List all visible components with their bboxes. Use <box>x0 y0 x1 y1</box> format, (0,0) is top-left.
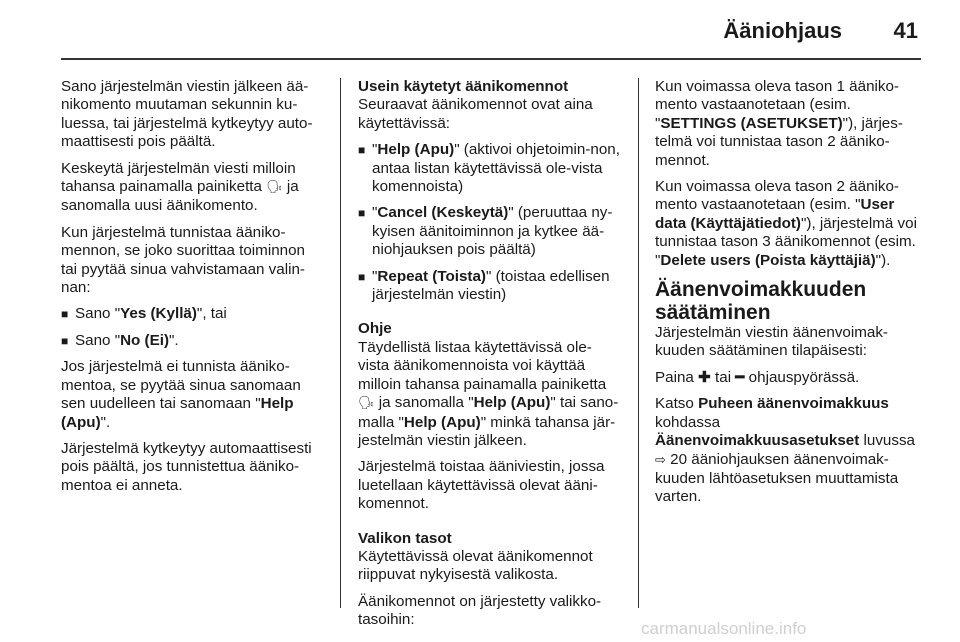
paragraph: Kun voimassa oleva tason 1 ääniko-mento vastaanotetaan (esim. "SETTINGS (ASETUKSET)"), järjes-telmä voi tunnistaa tason 2 ääniko-mennot. <box>655 78 903 169</box>
section-heading: Usein käytetyt äänikomennot <box>358 78 569 95</box>
column-divider <box>638 78 639 608</box>
header-divider <box>61 58 921 60</box>
section-heading: Valikon tasot <box>358 529 452 547</box>
column-divider <box>340 78 341 608</box>
column-2 <box>358 78 622 638</box>
bullet-icon: ■ <box>358 206 366 221</box>
column-1 <box>61 78 323 503</box>
bullet-icon: ■ <box>358 269 366 284</box>
paragraph: Sano järjestelmän viestin jälkeen ää-nikomento muutaman sekunnin ku-luessa, tai järjestelmä kytkeytyy auto-maattisesti pois päältä. <box>61 78 313 151</box>
bullet-icon: ■ <box>61 307 69 322</box>
column-3 <box>655 78 921 515</box>
paragraph: Järjestelmän viestin äänenvoimak-kuuden säätäminen tilapäisesti: <box>655 324 888 360</box>
page-reference-arrow-icon: ⇨ <box>655 452 666 468</box>
paragraph: Seuraavat äänikomennot ovat aina käytettävissä: <box>358 96 593 132</box>
paragraph: Katso Puheen äänenvoimakkuus kohdassa Äänenvoimakkuusasetukset luvussa ⇨ 20 ääniohjauksen äänenvoimak-kuuden lähtöasetuksen muuttamista varten. <box>655 395 915 506</box>
list-item: ■ "Help (Apu)" (aktivoi ohjetoimin-non, antaa listan käytettävissä ole-vista komennoista) <box>358 141 620 196</box>
page-number: 41 <box>893 18 918 43</box>
list-item: ■ "Cancel (Keskeytä)" (peruuttaa ny-kyisen äänitoiminnon ja kytkee ää-niohjauksen pois päältä) <box>358 204 613 259</box>
list-item: ■ Sano "Yes (Kyllä)", tai <box>61 305 227 323</box>
paragraph: Järjestelmä toistaa ääniviestin, jossa luetellaan käytettävissä olevat ääni-komennot. <box>358 458 605 513</box>
watermark: carmanualsonline.info <box>641 619 807 638</box>
list-item: ■ Sano "No (Ei)". <box>61 331 179 349</box>
paragraph: Käytettävissä olevat äänikomennot riippuvat nykyisestä valikosta. <box>358 547 593 584</box>
voice-control-icon: 🗣 <box>358 396 375 412</box>
paragraph: Jos järjestelmä ei tunnista ääniko-mentoa, se pyytää sinua sanomaan sen uudelleen tai sanomaan "Help (Apu)". <box>61 358 301 431</box>
paragraph: Keskeytä järjestelmän viesti milloin tahansa painamalla painiketta 🗣 ja sanomalla uusi äänikomento. <box>61 159 299 215</box>
paragraph: Järjestelmä kytkeytyy automaattisesti pois päältä, jos tunnistettua ääniko-mentoa ei anneta. <box>61 439 312 494</box>
paragraph: Paina ✚ tai ━ ohjauspyörässä. <box>655 368 860 386</box>
page-header-title: Ääniohjaus <box>723 18 842 43</box>
plus-icon: ✚ <box>698 368 711 386</box>
section-heading: Ohje <box>358 320 392 338</box>
paragraph: Kun järjestelmä tunnistaa ääniko-mennon, se joko suorittaa toiminnon tai pyytää sinua vahvistamaan valin-nan: <box>61 223 305 297</box>
paragraph: Kun voimassa oleva tason 2 ääniko-mento vastaanotetaan (esim. "User data (Käyttäjätiedot)"), järjestelmä voi tunnistaa tason 3 äänikomennot (esim. "Delete users (Poista käyttäjiä)"). <box>655 178 917 269</box>
bullet-icon: ■ <box>61 333 69 348</box>
bullet-icon: ■ <box>358 143 366 158</box>
voice-control-icon: 🗣 <box>266 180 283 196</box>
section-heading: Äänenvoimakkuuden säätäminen <box>655 278 867 325</box>
list-item: ■ "Repeat (Toista)" (toistaa edellisen järjestelmän viestin) <box>358 267 610 304</box>
minus-icon: ━ <box>735 368 745 386</box>
paragraph: Äänikomennot on järjestetty valikko-tasoihin: <box>358 592 602 629</box>
paragraph: Täydellistä listaa käytettävissä ole-vista äänikomennoista voi käyttää milloin tahansa painamalla painiketta 🗣 ja sanomalla "Help (Apu)" tai sano-malla "Help (Apu)" minkä tahansa jär-jestelmän viestin jälkeen. <box>358 338 619 449</box>
